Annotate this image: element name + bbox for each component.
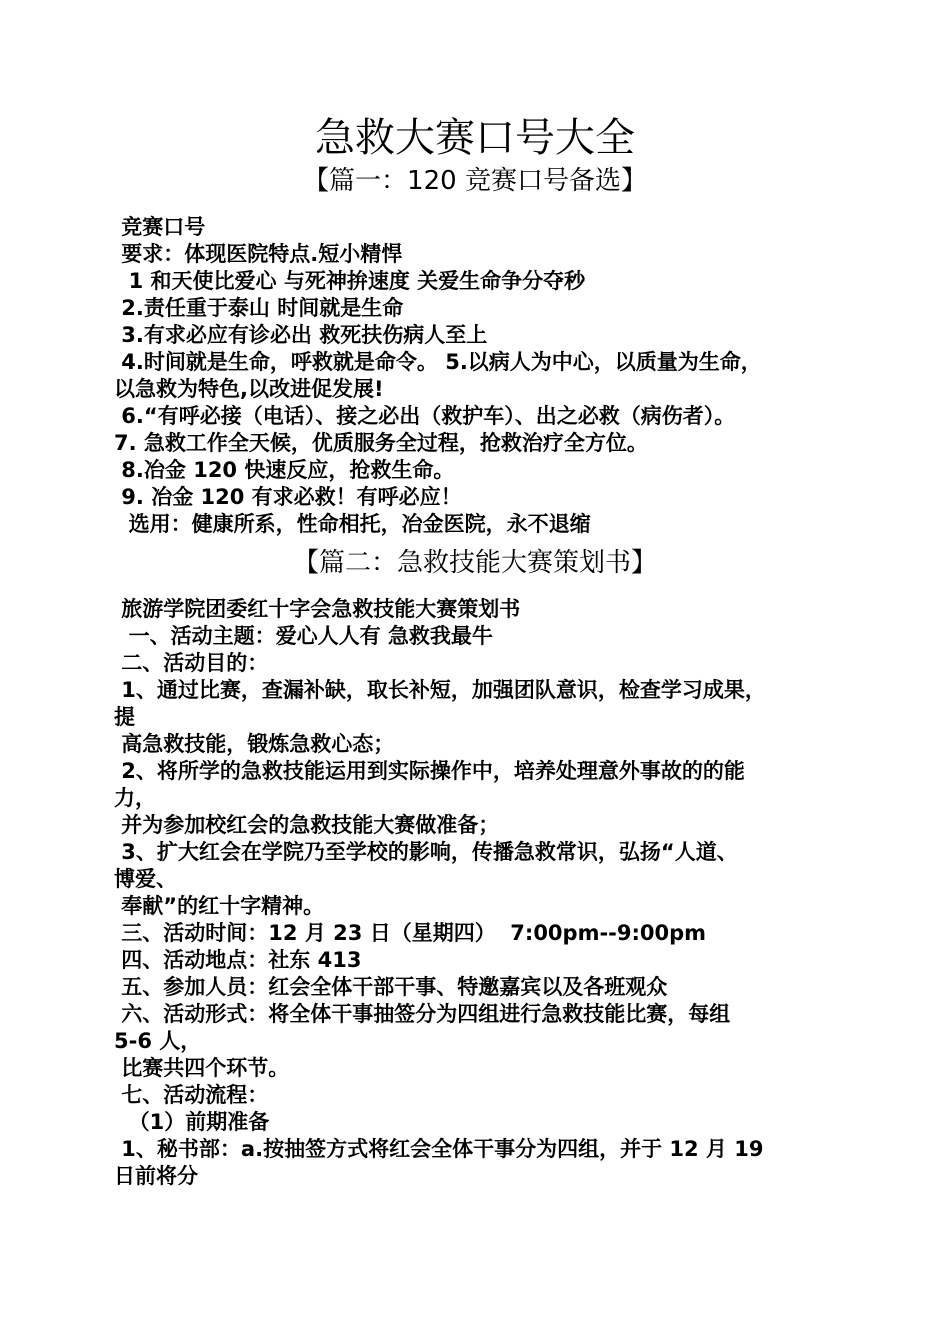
text-line: 日前将分 bbox=[114, 1164, 198, 1188]
text-line: 六、活动形式：将全体干事抽签分为四组进行急救技能比赛，每组 bbox=[114, 1002, 731, 1026]
text-line: 5-6 人， bbox=[114, 1029, 202, 1053]
text-line: 1、秘书部：a.按抽签方式将红会全体干事分为四组，并于 12 月 19 bbox=[114, 1137, 764, 1161]
text-line: 2.责任重于泰山 时间就是生命 bbox=[114, 296, 404, 320]
text-line: 力， bbox=[114, 786, 156, 810]
section-heading-1: 【篇一：120 竞赛口号备选】 bbox=[303, 166, 647, 196]
text-line: 8.冶金 120 快速反应，抢救生命。 bbox=[114, 458, 455, 482]
text-line: 1、通过比赛，查漏补缺，取长补短，加强团队意识，检查学习成果， bbox=[114, 678, 766, 702]
text-line: 博爱、 bbox=[114, 867, 177, 891]
text-line: 二、活动目的： bbox=[114, 651, 269, 675]
section-heading-2: 【篇二：急救技能大赛策划书】 bbox=[292, 548, 657, 578]
text-line: 4.时间就是生命，呼救就是命令。 5.以病人为中心，以质量为生命， bbox=[114, 350, 762, 374]
text-line: 3、扩大红会在学院乃至学校的影响，传播急救常识，弘扬“人道、 bbox=[114, 840, 738, 864]
text-line: 五、参加人员：红会全体干部干事、特邀嘉宾以及各班观众 bbox=[114, 975, 668, 999]
text-line: 并为参加校红会的急救技能大赛做准备； bbox=[114, 813, 500, 837]
page-title: 急救大赛口号大全 bbox=[315, 115, 635, 161]
text-line: （1）前期准备 bbox=[114, 1110, 270, 1134]
text-line: 七、活动流程： bbox=[114, 1083, 269, 1107]
text-line: 3.有求必应有诊必出 救死扶伤病人至上 bbox=[114, 323, 488, 347]
text-line: 旅游学院团委红十字会急救技能大赛策划书 bbox=[114, 597, 521, 621]
text-line: 要求：体现医院特点.短小精悍 bbox=[114, 242, 403, 266]
text-line: 以急救为特色,以改进促发展! bbox=[114, 377, 384, 401]
text-line: 9. 冶金 120 有求必救！有呼必应！ bbox=[114, 485, 462, 509]
text-line: 7. 急救工作全天候，优质服务全过程，抢救治疗全方位。 bbox=[114, 431, 648, 455]
text-line: 提 bbox=[114, 705, 135, 729]
text-line: 竞赛口号 bbox=[114, 215, 206, 239]
text-line: 三、活动时间：12 月 23 日（星期四） 7:00pm--9:00pm bbox=[114, 921, 707, 945]
text-line: 一、活动主题：爱心人人有 急救我最牛 bbox=[114, 624, 493, 648]
text-line: 1 和天使比爱心 与死神拚速度 关爱生命争分夺秒 bbox=[114, 269, 586, 293]
text-line: 2、将所学的急救技能运用到实际操作中，培养处理意外事故的的能 bbox=[114, 759, 745, 783]
section-2-body bbox=[114, 596, 854, 1190]
text-line: 奉献”的红十字精神。 bbox=[114, 894, 325, 918]
section-1-body bbox=[114, 214, 854, 538]
text-line: 6.“有呼必接（电话）、接之必出（救护车）、出之必救（病伤者）。 bbox=[114, 404, 736, 428]
text-line: 四、活动地点：社东 413 bbox=[114, 948, 362, 972]
text-line: 比赛共四个环节。 bbox=[114, 1056, 290, 1080]
text-line: 选用：健康所系，性命相托，冶金医院，永不退缩 bbox=[114, 512, 591, 536]
text-line: 高急救技能，锻炼急救心态； bbox=[114, 732, 395, 756]
